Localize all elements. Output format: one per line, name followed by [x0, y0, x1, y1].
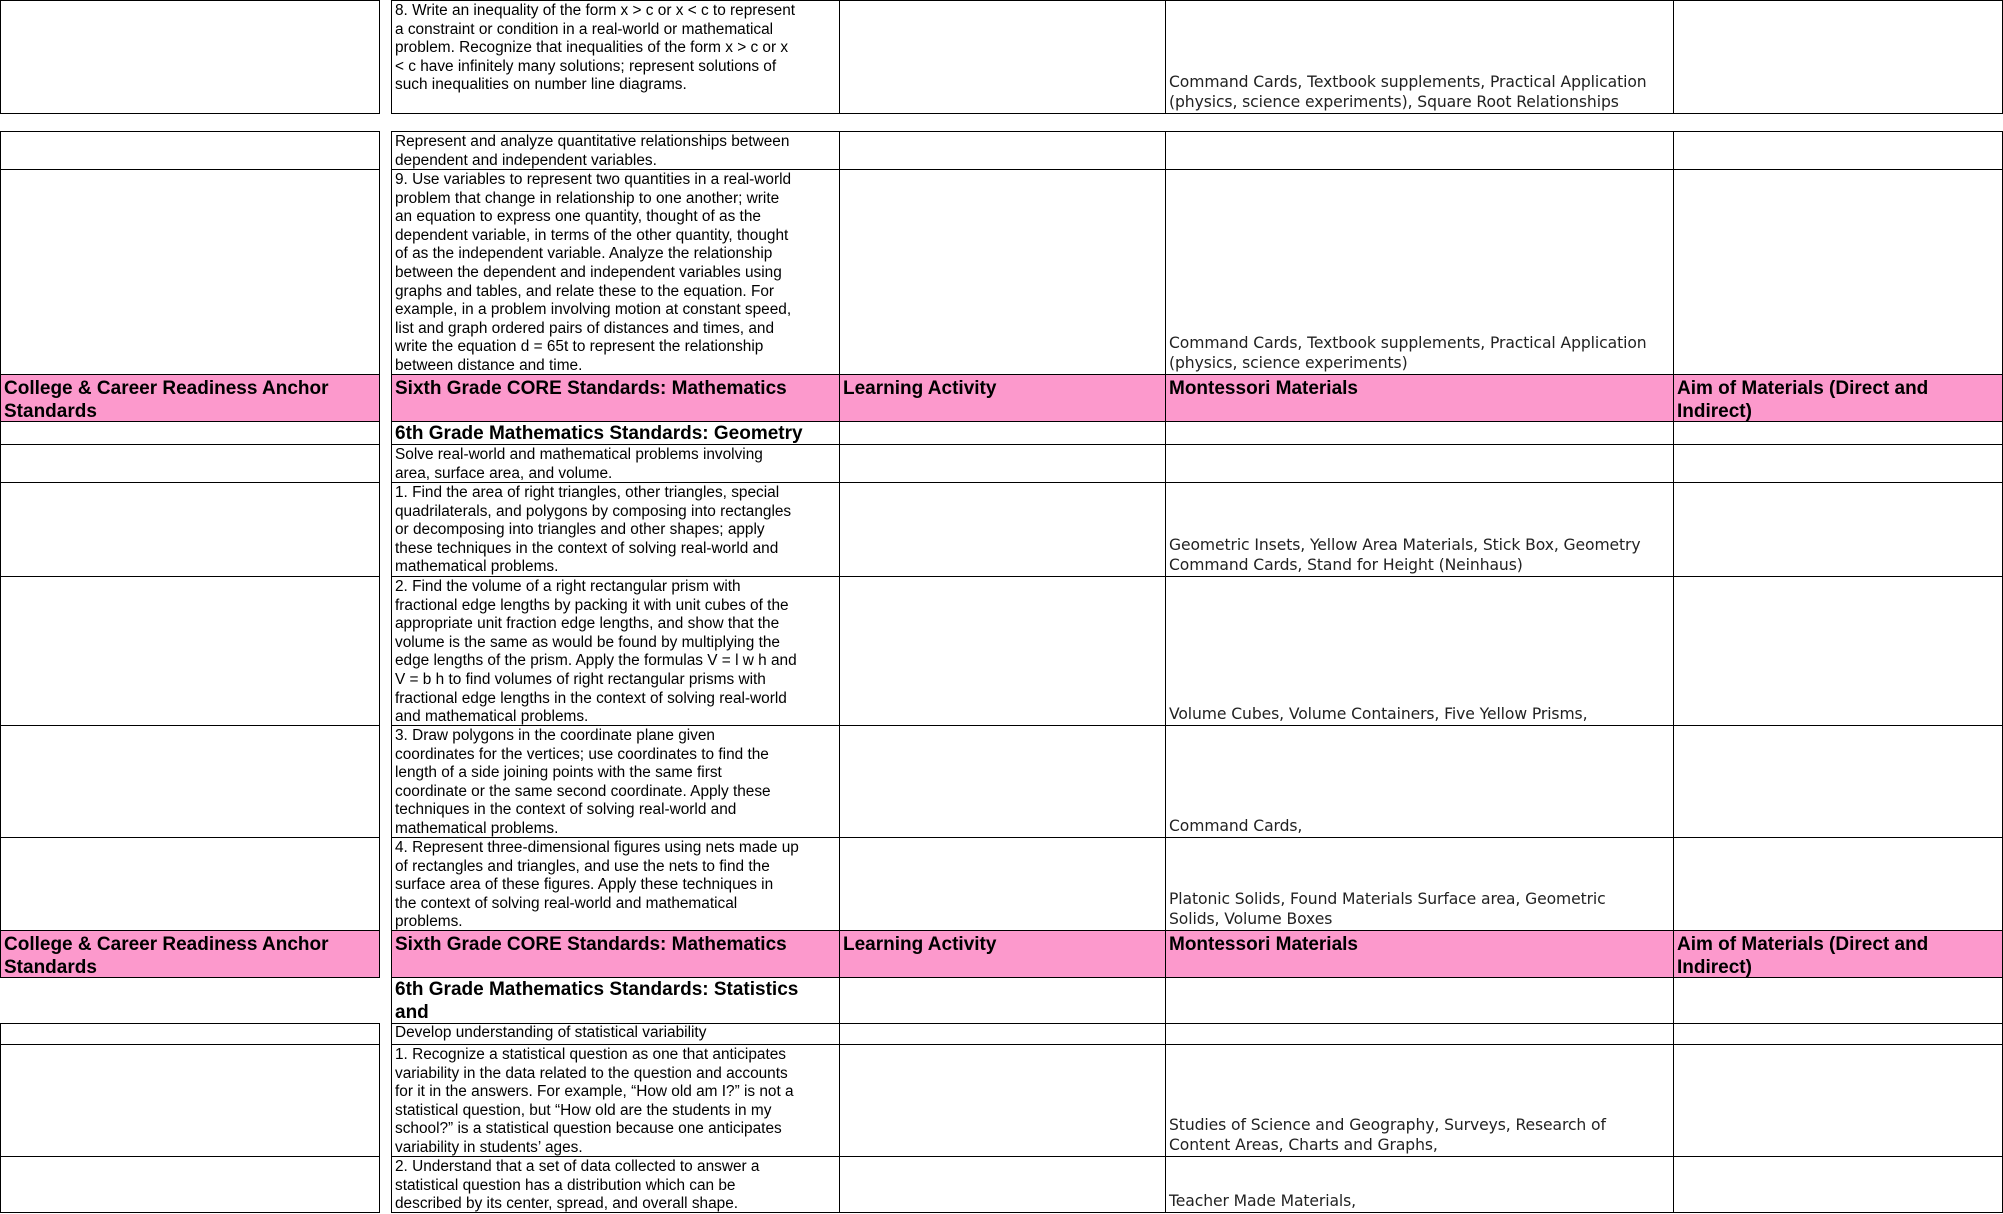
header-standards [391, 930, 840, 978]
materials-text: Geometric Insets, Yellow Area Materials, Stick Box, Geometry Command Cards, Stand for Height (Neinhaus) [1169, 536, 1641, 574]
header-aim [1673, 374, 2003, 422]
aim-cell [1673, 444, 2003, 483]
standard-cell [391, 1044, 840, 1157]
anchor-cell [0, 0, 380, 114]
standard-text: 1. Recognize a statistical question as one that anticipates variability in the data related to the question and accounts for it in the answers. For example, “How old am I?” is not a statistical question, but “How old are the students in my school?” is a statistical question because one anticipates variability in students’ ages. [395, 1046, 794, 1156]
cluster-cell [391, 1023, 840, 1045]
standard-cell [391, 482, 840, 577]
header-aim-text: Aim of Materials (Direct and Indirect) [1677, 934, 1929, 978]
activity-cell [839, 131, 1166, 170]
standard-cell [391, 725, 840, 838]
anchor-cell [0, 576, 380, 726]
aim-cell [1673, 482, 2003, 577]
header-materials [1165, 930, 1674, 978]
materials-text: Command Cards, [1169, 817, 1303, 835]
materials-cell [1165, 0, 1674, 114]
aim-cell [1673, 131, 2003, 170]
cluster-text: Solve real-world and mathematical problems involving area, surface area, and volume. [395, 446, 763, 482]
activity-cell [839, 169, 1166, 375]
standard-text: 3. Draw polygons in the coordinate plane given coordinates for the vertices; use coordinates to find the length of a side joining points with the same first coordinate or the same second coordinate. Apply these techniques in the context of solving real-world and mathematical problems. [395, 727, 771, 837]
aim-cell [1673, 1023, 2003, 1045]
materials-text: Teacher Made Materials, [1169, 1192, 1357, 1210]
materials-cell [1165, 444, 1674, 483]
materials-cell [1165, 131, 1674, 170]
activity-cell [839, 576, 1166, 726]
cluster-cell [391, 131, 840, 170]
materials-text: Command Cards, Textbook supplements, Practical Application (physics, science experiments), Square Root Relationships [1169, 73, 1647, 111]
cluster-cell [391, 444, 840, 483]
aim-cell [1673, 0, 2003, 114]
domain-title: 6th Grade Mathematics Standards: Statistics and [395, 979, 799, 1023]
aim-cell [1673, 169, 2003, 375]
materials-cell [1165, 1156, 1674, 1213]
header-activity [839, 930, 1166, 978]
aim-cell [1673, 421, 2003, 445]
materials-cell [1165, 576, 1674, 726]
domain-cell [391, 977, 840, 1024]
activity-cell [839, 1044, 1166, 1157]
standard-text: 2. Understand that a set of data collected to answer a statistical question has a distribution which can be described by its center, spread, and overall shape. [395, 1158, 760, 1213]
header-anchor [0, 930, 380, 978]
materials-text: Studies of Science and Geography, Surveys, Research of Content Areas, Charts and Graphs, [1169, 1116, 1606, 1154]
header-anchor [0, 374, 380, 422]
header-aim [1673, 930, 2003, 978]
standard-cell [391, 1156, 840, 1213]
activity-cell [839, 977, 1166, 1024]
anchor-cell [0, 1023, 380, 1045]
header-standards [391, 374, 840, 422]
standard-text: 4. Represent three-dimensional figures using nets made up of rectangles and triangles, and use the nets to find the surface area of these figures. Apply these techniques in the context of solving real-world and mathematical problems. [395, 839, 799, 931]
activity-cell [839, 725, 1166, 838]
materials-cell [1165, 1023, 1674, 1045]
activity-cell [839, 482, 1166, 577]
header-materials-text: Montessori Materials [1169, 378, 1358, 399]
standard-text: 1. Find the area of right triangles, other triangles, special quadrilaterals, and polygons by composing into rectangles or decomposing into triangles and other shapes; apply these techniques in the context of solving real-world and mathematical problems. [395, 484, 792, 576]
standard-text: 2. Find the volume of a right rectangular prism with fractional edge lengths by packing it with unit cubes of the appropriate unit fraction edge lengths, and show that the volume is the same as would be found by multiplying the edge lengths of the prism. Apply the formulas V = l w h and V = b h to find volumes of right rectangular prisms with fractional edge lengths in the context of solving real-world and mathematical problems. [395, 578, 797, 726]
activity-cell [839, 421, 1166, 445]
standard-text: 8. Write an inequality of the form x > c or x < c to represent a constraint or condition in a real-world or mathematical problem. Recognize that inequalities of the form x > c or x < c have infinitely many solutions; represent solutions of such inequalities on number line diagrams. [395, 2, 796, 94]
aim-cell [1673, 837, 2003, 931]
activity-cell [839, 837, 1166, 931]
anchor-cell [0, 482, 380, 577]
header-aim-text: Aim of Materials (Direct and Indirect) [1677, 378, 1929, 422]
aim-cell [1673, 1044, 2003, 1157]
activity-cell [839, 1023, 1166, 1045]
aim-cell [1673, 725, 2003, 838]
anchor-cell [0, 1156, 380, 1213]
anchor-cell [0, 1044, 380, 1157]
standard-cell [391, 576, 840, 726]
anchor-cell [0, 131, 380, 170]
header-standards-text: Sixth Grade CORE Standards: Mathematics [395, 378, 787, 399]
materials-cell [1165, 1044, 1674, 1157]
cluster-text: Develop understanding of statistical variability [395, 1024, 707, 1041]
standard-text: 9. Use variables to represent two quantities in a real-world problem that change in relationship to one another; write an equation to express one quantity, thought of as the dependent variable, in terms of the other quantity, thought of as the independent variable. Analyze the relationship between the dependent and independent variables using graphs and tables, and relate these to the equation. For example, in a problem involving motion at constant speed, list and graph ordered pairs of distances and times, and write the equation d = 65t to represent the relationship between distance and time. [395, 171, 792, 374]
anchor-cell [0, 421, 380, 445]
aim-cell [1673, 1156, 2003, 1213]
anchor-cell [0, 444, 380, 483]
activity-cell [839, 0, 1166, 114]
standard-cell [391, 0, 840, 114]
materials-text: Volume Cubes, Volume Containers, Five Yellow Prisms, [1169, 705, 1588, 723]
header-activity-text: Learning Activity [843, 378, 997, 399]
aim-cell [1673, 576, 2003, 726]
domain-cell [391, 421, 840, 445]
materials-cell [1165, 837, 1674, 931]
standard-cell [391, 169, 840, 375]
materials-cell [1165, 725, 1674, 838]
header-materials-text: Montessori Materials [1169, 934, 1358, 955]
header-activity-text: Learning Activity [843, 934, 997, 955]
standard-cell [391, 837, 840, 931]
materials-cell [1165, 421, 1674, 445]
activity-cell [839, 1156, 1166, 1213]
materials-cell [1165, 169, 1674, 375]
header-anchor-text: College & Career Readiness Anchor Standards [4, 934, 329, 978]
domain-title: 6th Grade Mathematics Standards: Geometry [395, 423, 803, 444]
materials-cell [1165, 977, 1674, 1024]
cluster-text: Represent and analyze quantitative relationships between dependent and independent variables. [395, 133, 790, 169]
aim-cell [1673, 977, 2003, 1024]
activity-cell [839, 444, 1166, 483]
header-anchor-text: College & Career Readiness Anchor Standards [4, 378, 329, 422]
anchor-cell [0, 837, 380, 931]
anchor-cell [0, 169, 380, 375]
materials-text: Platonic Solids, Found Materials Surface area, Geometric Solids, Volume Boxes [1169, 890, 1606, 928]
materials-cell [1165, 482, 1674, 577]
materials-text: Command Cards, Textbook supplements, Practical Application (physics, science experiments) [1169, 334, 1647, 372]
header-materials [1165, 374, 1674, 422]
anchor-cell [0, 725, 380, 838]
header-activity [839, 374, 1166, 422]
header-standards-text: Sixth Grade CORE Standards: Mathematics [395, 934, 787, 955]
